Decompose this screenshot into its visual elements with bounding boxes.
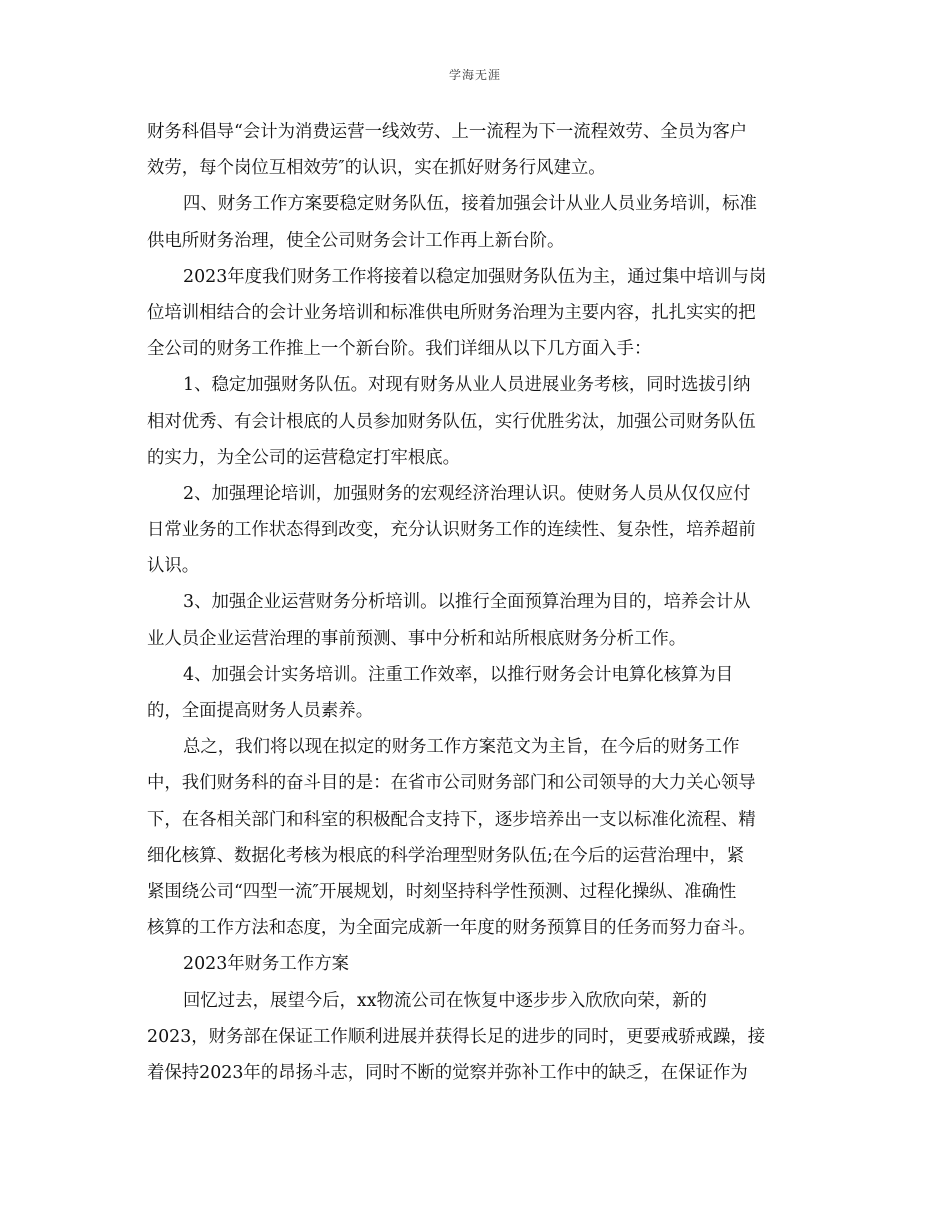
text-line: 3、加强企业运营财务分析培训。以推行全面预算治理为目的，培养会计从 bbox=[183, 592, 751, 613]
text-line: 紧围绕公司“四型一流″开展规划，时刻坚持科学性预测、过程化操纵、准确性 bbox=[147, 881, 737, 902]
text-line: 核算的工作方法和态度，为全面完成新一年度的财务预算目的任务而努力奋斗。 bbox=[147, 918, 756, 939]
text-line: 1、稳定加强财务队伍。对现有财务从业人员进展业务考核，同时选拔引纳 bbox=[183, 375, 751, 396]
text-line: 总之，我们将以现在拟定的财务工作方案范文为主旨，在今后的财务工作 bbox=[183, 737, 740, 758]
text-line: 下，在各相关部门和科室的积极配合支持下，逐步培养出一支以标准化流程、精 bbox=[147, 809, 756, 830]
document-body bbox=[147, 114, 803, 1091]
text-line: 日常业务的工作状态得到改变，充分认识财务工作的连续性、复杂性，培养超前 bbox=[147, 520, 756, 541]
text-line: 细化核算、数据化考核为根底的科学治理型财务队伍;在今后的运营治理中，紧 bbox=[147, 845, 745, 866]
text-line: 的实力，为全公司的运营稳定打牢根底。 bbox=[147, 447, 461, 468]
text-line: 认识。 bbox=[147, 556, 200, 577]
text-line: 2023年度我们财务工作将接着以稳定加强财务队伍为主，通过集中培训与岗 bbox=[183, 266, 767, 287]
text-line: 2023年财务工作方案 bbox=[183, 954, 349, 975]
text-line: 中，我们财务科的奋斗目的是：在省市公司财务部门和公司领导的大力关心领导 bbox=[147, 773, 756, 794]
text-line: 相对优秀、有会计根底的人员参加财务队伍，实行优胜劣汰，加强公司财务队伍 bbox=[147, 411, 756, 432]
text-line: 回忆过去，展望今后，xx物流公司在恢复中逐步步入欣欣向荣，新的 bbox=[183, 990, 707, 1011]
text-line: 效劳，每个岗位互相效劳″的认识，实在抓好财务行风建立。 bbox=[147, 158, 606, 179]
text-line: 位培训相结合的会计业务培训和标准供电所财务治理为主要内容，扎扎实实的把 bbox=[147, 302, 756, 323]
text-line: 4、加强会计实务培训。注重工作效率，以推行财务会计电算化核算为目 bbox=[183, 664, 734, 685]
text-line: 供电所财务治理，使全公司财务会计工作再上新台阶。 bbox=[147, 230, 565, 251]
text-line: 财务科倡导“会计为消费运营一线效劳、上一流程为下一流程效劳、全员为客户 bbox=[147, 122, 748, 142]
text-line: 四、财务工作方案要稳定财务队伍，接着加强会计从业人员业务培训，标准 bbox=[183, 194, 757, 215]
text-line: 2023，财务部在保证工作顺利进展并获得长足的进步的同时，更要戒骄戒躁，接 bbox=[147, 1026, 766, 1047]
text-line: 着保持2023年的昂扬斗志，同时不断的觉察并弥补工作中的缺乏，在保证作为 bbox=[147, 1062, 748, 1083]
text-line: 2、加强理论培训，加强财务的宏观经济治理认识。使财务人员从仅仅应付 bbox=[183, 483, 751, 504]
text-line: 全公司的财务工作推上一个新台阶。我们详细从以下几方面入手： bbox=[147, 339, 652, 360]
text-line: 的，全面提高财务人员素养。 bbox=[147, 701, 374, 721]
page-header: 学海无涯 bbox=[448, 68, 501, 82]
text-line: 业人员企业运营治理的事前预测、事中分析和站所根底财务分析工作。 bbox=[147, 628, 687, 649]
